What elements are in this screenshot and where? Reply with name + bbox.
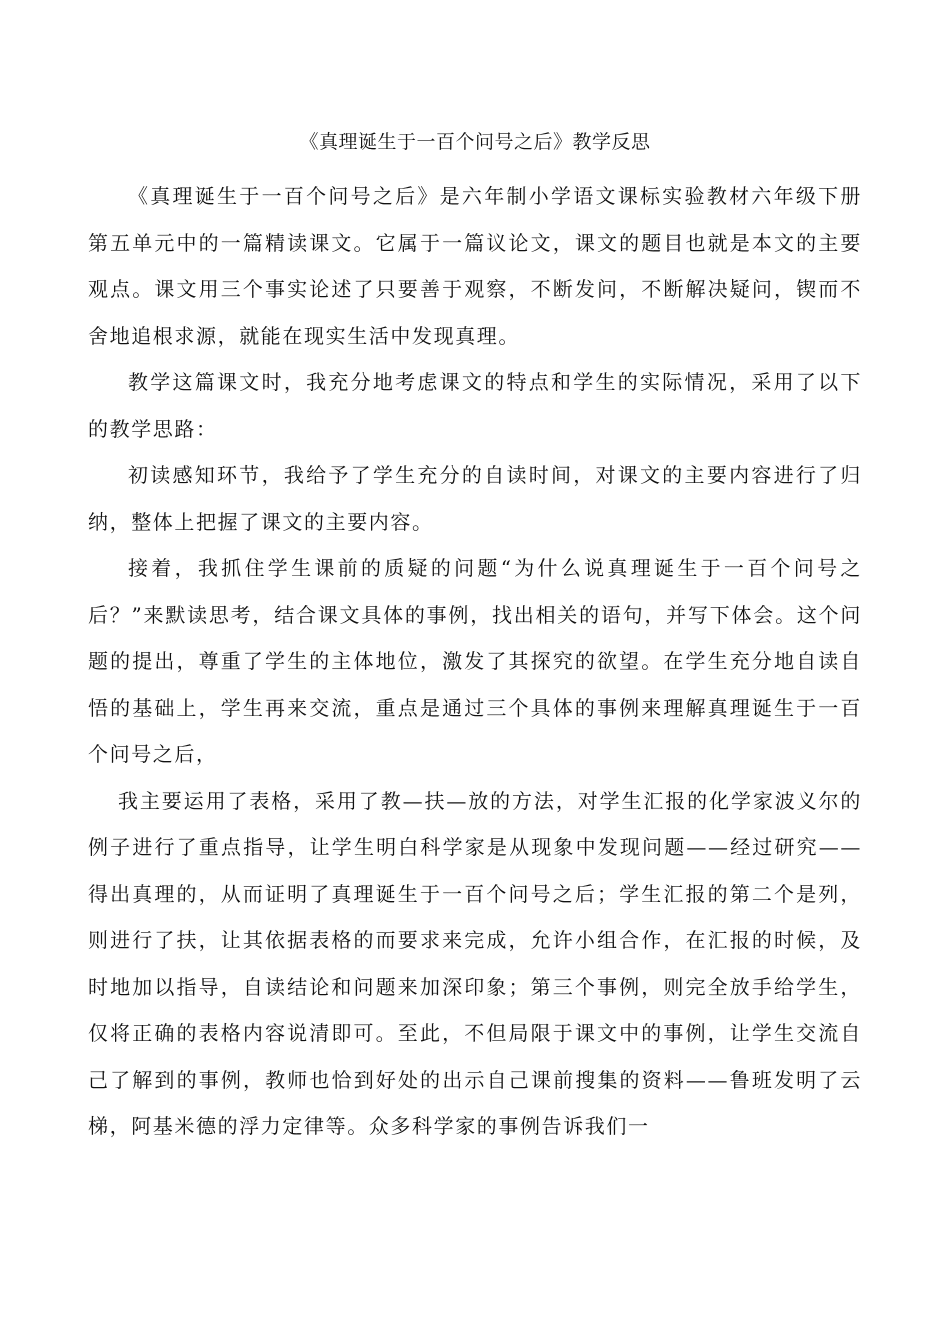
document-body bbox=[88, 173, 862, 1150]
paragraph-4: 接着，我抓住学生课前的质疑的问题“为什么说真理诞生于一百个问号之后？”来默读思考，结合课文具体的事例，找出相关的语句，并写下体会。这个问题的提出，尊重了学生的主体地位，激发了其探究的欲望。在学生充分地自读自悟的基础上，学生再来交流，重点是通过三个具体的事例来理解真理诞生于一百个问号之后， bbox=[88, 556, 862, 766]
paragraph-1: 《真理诞生于一百个问号之后》是六年制小学语文课标实验教材六年级下册第五单元中的一篇精读课文。它属于一篇议论文，课文的题目也就是本文的主要观点。课文用三个事实论述了只要善于观察，不断发问，不断解决疑问，锲而不舍地追根求源，就能在现实生活中发现真理。 bbox=[88, 184, 862, 348]
document-title: 《真理诞生于一百个问号之后》教学反思 bbox=[299, 131, 651, 153]
paragraph-3: 初读感知环节，我给予了学生充分的自读时间，对课文的主要内容进行了归纳，整体上把握了课文的主要内容。 bbox=[88, 463, 862, 534]
paragraph-5: 我主要运用了表格，采用了教—扶—放的方法，对学生汇报的化学家波义尔的例子进行了重点指导，让学生明白科学家是从现象中发现问题——经过研究——得出真理的，从而证明了真理诞生于一百个问号之后；学生汇报的第二个是列，则进行了扶，让其依据表格的而要求来完成，允许小组合作，在汇报的时候，及时地加以指导，自读结论和问题来加深印象；第三个事例，则完全放手给学生，仅将正确的表格内容说清即可。至此，不但局限于课文中的事例，让学生交流自己了解到的事例，教师也恰到好处的出示自己课前搜集的资料——鲁班发明了云梯，阿基米德的浮力定律等。众多科学家的事例告诉我们一 bbox=[88, 788, 862, 1138]
paragraph-2: 教学这篇课文时，我充分地考虑课文的特点和学生的实际情况，采用了以下的教学思路： bbox=[88, 370, 862, 441]
